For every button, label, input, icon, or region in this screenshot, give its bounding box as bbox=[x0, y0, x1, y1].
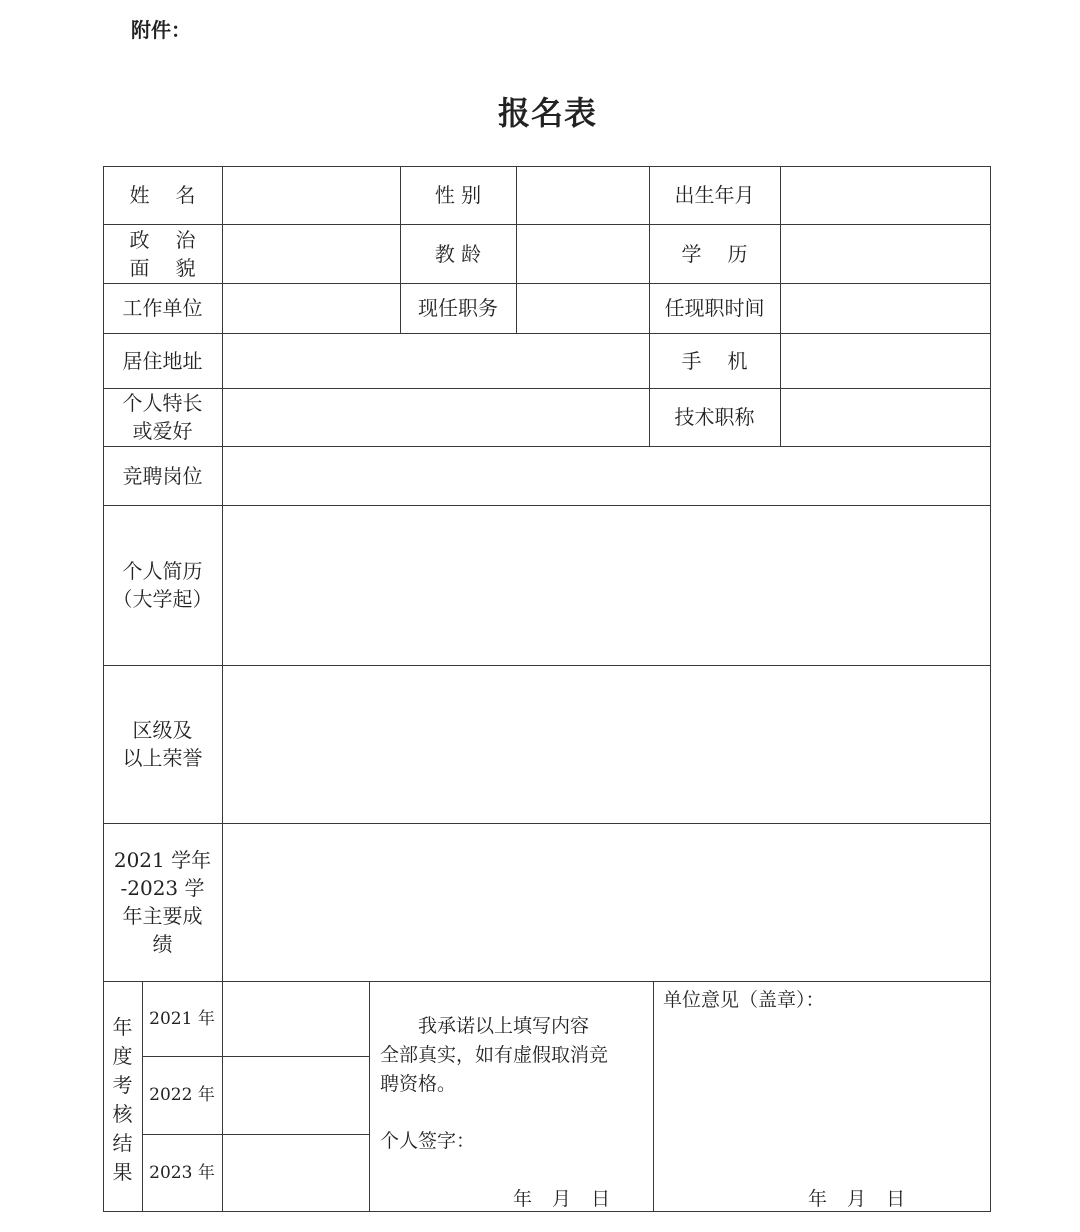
phone-label: 手 机 bbox=[681, 348, 748, 373]
work-unit-label: 工作单位 bbox=[122, 296, 203, 320]
apply-post-label: 竞聘岗位 bbox=[122, 463, 203, 488]
political-status-input-cell[interactable] bbox=[223, 224, 400, 283]
address-label: 居住地址 bbox=[122, 348, 203, 373]
phone-input-cell[interactable] bbox=[781, 333, 990, 388]
year-2023-label: 2023 年 bbox=[149, 1162, 215, 1183]
table-rule bbox=[103, 1211, 991, 1212]
form-title: 报名表 bbox=[497, 94, 597, 132]
birth-label: 出生年月 bbox=[674, 183, 755, 207]
apply-post-input-cell[interactable] bbox=[223, 446, 990, 505]
name-label: 姓 名 bbox=[129, 183, 196, 207]
table-rule bbox=[653, 981, 654, 1211]
honors-label: 区级及 以上荣誉 bbox=[122, 718, 203, 770]
commitment-statement: 我承诺以上填写内容 全部真实，如有虚假取消竞 聘资格。 bbox=[380, 1015, 609, 1095]
unit-opinion-label: 单位意见（盖章）： bbox=[663, 989, 825, 1011]
tech-title-input-cell[interactable] bbox=[781, 388, 990, 446]
specialty-input-cell[interactable] bbox=[223, 388, 649, 446]
attachment-label: 附件： bbox=[131, 18, 191, 42]
political-status-label: 政 治 面 貌 bbox=[129, 227, 196, 280]
teaching-years-input-cell[interactable] bbox=[517, 224, 649, 283]
achievements-label: 2021 学年 -2023 学 年主要成 绩 bbox=[113, 848, 212, 956]
teaching-years-label: 教 龄 bbox=[434, 241, 482, 266]
annual-assessment-label: 年 度 考 核 结 果 bbox=[112, 1015, 133, 1184]
specialty-label: 个人特长 或爱好 bbox=[122, 391, 203, 443]
resume-label: 个人简历 （大学起） bbox=[112, 559, 213, 611]
signature-label: 个人签字： bbox=[380, 1130, 476, 1152]
name-input-cell[interactable] bbox=[223, 166, 400, 224]
education-input-cell[interactable] bbox=[781, 224, 990, 283]
post-time-label: 任现职时间 bbox=[664, 296, 765, 320]
tech-title-label: 技术职称 bbox=[674, 405, 755, 429]
resume-input-cell[interactable] bbox=[223, 505, 990, 665]
year-2023-result-cell[interactable] bbox=[223, 1134, 369, 1211]
education-label: 学 历 bbox=[681, 241, 748, 266]
gender-label: 性 别 bbox=[434, 183, 482, 207]
birth-input-cell[interactable] bbox=[781, 166, 990, 224]
year-2021-label: 2021 年 bbox=[149, 1008, 215, 1029]
achievements-input-cell[interactable] bbox=[223, 823, 990, 981]
unit-opinion-date: 年 月 日 bbox=[808, 1188, 906, 1210]
post-time-input-cell[interactable] bbox=[781, 283, 990, 333]
address-input-cell[interactable] bbox=[223, 333, 649, 388]
signature-date: 年 月 日 bbox=[513, 1188, 611, 1210]
year-2022-label: 2022 年 bbox=[149, 1085, 215, 1105]
year-2021-result-cell[interactable] bbox=[223, 981, 369, 1056]
gender-input-cell[interactable] bbox=[517, 166, 649, 224]
work-unit-input-cell[interactable] bbox=[223, 283, 400, 333]
current-post-label: 现任职务 bbox=[418, 296, 498, 320]
year-2022-result-cell[interactable] bbox=[223, 1056, 369, 1134]
current-post-input-cell[interactable] bbox=[517, 283, 649, 333]
table-rule bbox=[990, 166, 991, 1212]
table-rule bbox=[369, 981, 370, 1211]
honors-input-cell[interactable] bbox=[223, 665, 990, 823]
